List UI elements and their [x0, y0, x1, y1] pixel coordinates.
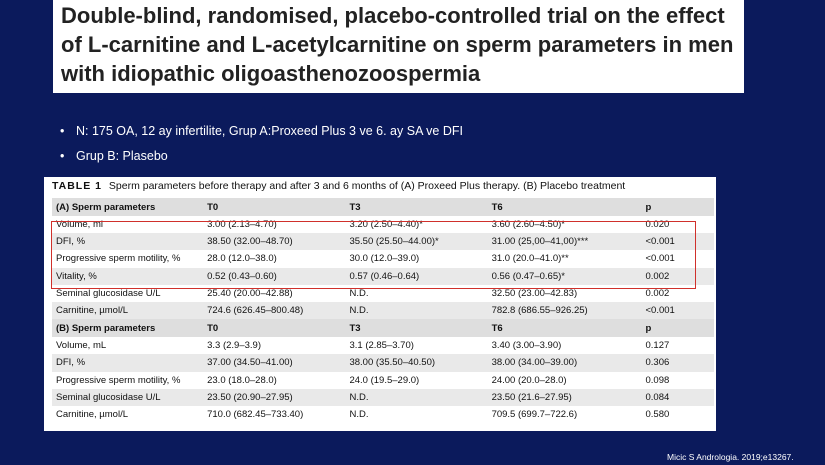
- table-cell: 0.306: [641, 354, 714, 371]
- table-cell: 31.00 (25,00–41,00)***: [488, 233, 642, 250]
- table-cell: 38.00 (34.00–39.00): [488, 354, 642, 371]
- table-header-cell: T3: [345, 319, 487, 337]
- table-cell: 3.20 (2.50–4.40)*: [349, 219, 423, 231]
- table-row: [52, 406, 714, 423]
- table-cell: N.D.: [345, 302, 487, 319]
- table-cell: <0.001: [641, 302, 714, 319]
- table-cell: 3.60 (2.60–4.50)*: [491, 219, 565, 231]
- table-row: [52, 389, 714, 406]
- table-cell: Seminal glucosidase U/L: [52, 389, 203, 406]
- table-row: [52, 302, 714, 319]
- table-cell: 30.0 (12.0–39.0): [349, 253, 420, 265]
- table-label: TABLE 1: [52, 180, 102, 192]
- table-cell: 0.002: [641, 268, 714, 285]
- table-cell: 31.0 (20.0–41.0)**: [491, 253, 569, 265]
- table-cell: Carnitine, µmol/L: [52, 302, 203, 319]
- table-cell: 23.0 (18.0–28.0): [207, 374, 277, 386]
- table-cell: 35.50 (25.50–44.00)*: [345, 233, 487, 250]
- bullet-text: N: 175 OA, 12 ay infertilite, Grup A:Proxeed Plus 3 ve 6. ay SA ve DFI: [76, 124, 463, 138]
- table-header-cell: T0: [203, 198, 345, 216]
- table-cell: N.D.: [349, 287, 369, 299]
- table-row: [52, 372, 714, 389]
- table-cell: 782.8 (686.55–926.25): [488, 302, 642, 319]
- table-cell: 23.50 (21.6–27.95): [488, 389, 642, 406]
- table-header-cell: (A) Sperm parameters: [52, 198, 203, 216]
- table-cell: 3.40 (3.00–3.90): [491, 340, 562, 352]
- bullet-item: [60, 147, 463, 172]
- table-cell: 3.00 (2.13–4.70): [207, 219, 277, 231]
- table-cell: 0.002: [645, 287, 670, 299]
- citation: Micic S Andrologia. 2019;e13267.: [667, 452, 794, 462]
- table-row: [52, 337, 714, 354]
- table-cell: Progressive sperm motility, %: [56, 253, 181, 265]
- table-cell: 3.1 (2.85–3.70): [349, 340, 414, 352]
- table-cell: 709.5 (699.7–722.6): [491, 408, 578, 420]
- table-cell: 0.084: [641, 389, 714, 406]
- table-cell: 724.6 (626.45–800.48): [203, 302, 345, 319]
- table-cell: Carnitine, µmol/L: [56, 408, 129, 420]
- table-header-cell: (B) Sperm parameters: [52, 319, 203, 337]
- table-cell: 37.00 (34.50–41.00): [203, 354, 345, 371]
- table-cell: 38.00 (35.50–40.50): [345, 354, 487, 371]
- table-header-cell: T0: [203, 319, 345, 337]
- table-cell: 28.0 (12.0–38.0): [207, 253, 277, 265]
- table-cell: 0.56 (0.47–0.65)*: [488, 268, 642, 285]
- table-cell: 0.580: [645, 408, 670, 420]
- table-cell: <0.001: [641, 233, 714, 250]
- table-cell: Volume, mL: [56, 340, 107, 352]
- slide-title: Double-blind, randomised, placebo-controlled trial on the effect of L-carnitine and L-acetylcarnitine on sperm parameters in men with idiopathic oligoasthenozoospermia: [61, 3, 734, 86]
- title-banner: [53, 0, 744, 93]
- table-cell: 24.00 (20.0–28.0): [491, 374, 567, 386]
- bullet-icon: •: [60, 124, 65, 138]
- table-caption-text: Sperm parameters before therapy and after 3 and 6 months of (A) Proxeed Plus therapy. (B) Placebo treatment: [108, 180, 626, 192]
- table-cell: 0.52 (0.43–0.60): [203, 268, 345, 285]
- bullet-icon: •: [60, 149, 65, 163]
- table-header-cell: p: [641, 198, 714, 216]
- table-cell: Volume, ml: [56, 219, 103, 231]
- table-cell: 24.0 (19.5–29.0): [349, 374, 420, 386]
- table-cell: 25.40 (20.00–42.88): [207, 287, 293, 299]
- table-header-cell: p: [641, 319, 714, 337]
- table-cell: N.D.: [349, 408, 369, 420]
- table-header-row: [52, 198, 714, 216]
- table-caption: [52, 180, 625, 192]
- table-cell: Seminal glucosidase U/L: [56, 287, 161, 299]
- table-cell: Vitality, %: [52, 268, 203, 285]
- table-header-cell: T6: [488, 198, 642, 216]
- results-table-panel: [44, 177, 716, 431]
- table-cell: 710.0 (682.45–733.40): [207, 408, 304, 420]
- table-cell: 23.50 (20.90–27.95): [203, 389, 345, 406]
- bullet-text: Grup B: Plasebo: [76, 149, 168, 163]
- table-cell: N.D.: [345, 389, 487, 406]
- table-header-cell: T3: [345, 198, 487, 216]
- table-header-row: [52, 319, 714, 337]
- table-cell: DFI, %: [52, 354, 203, 371]
- table-cell: DFI, %: [52, 233, 203, 250]
- highlight-box: [51, 221, 696, 289]
- table-cell: 3.3 (2.9–3.9): [207, 340, 261, 352]
- bullet-item: [60, 122, 463, 147]
- table-header-cell: T6: [488, 319, 642, 337]
- table-cell: 0.020: [645, 219, 670, 231]
- table-cell: <0.001: [645, 253, 675, 265]
- table-cell: 0.57 (0.46–0.64): [345, 268, 487, 285]
- table-cell: 0.098: [645, 374, 670, 386]
- table-cell: 38.50 (32.00–48.70): [203, 233, 345, 250]
- bullet-list: [60, 122, 463, 172]
- table-cell: 32.50 (23.00–42.83): [491, 287, 578, 299]
- table-cell: Progressive sperm motility, %: [56, 374, 181, 386]
- table-cell: 0.127: [645, 340, 670, 352]
- table-row: [52, 354, 714, 371]
